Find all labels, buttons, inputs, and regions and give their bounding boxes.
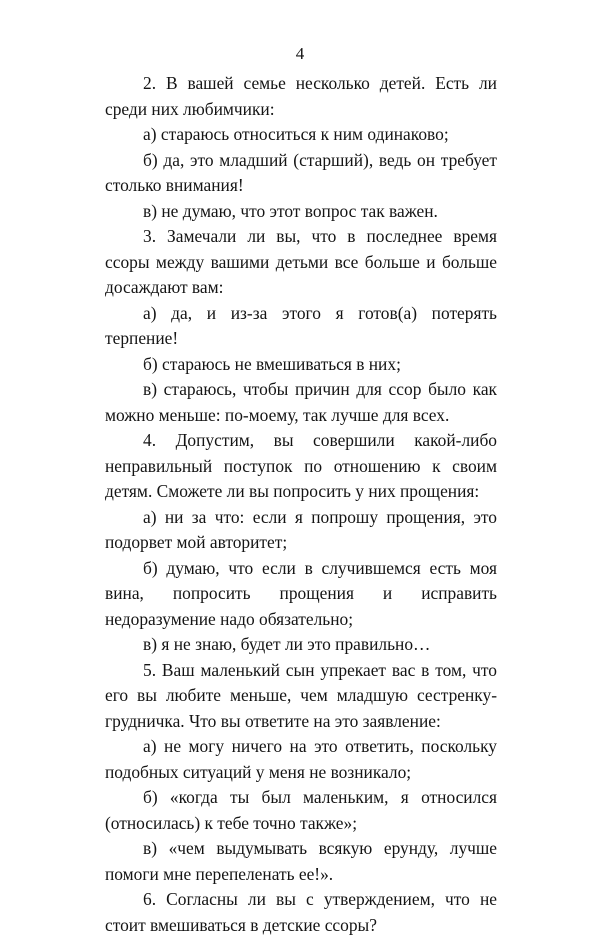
question-3: 3. Замечали ли вы, что в последнее время ссоры между вашими детьми все больше и больше досаждают вам:: [105, 226, 497, 297]
question-4-option-a: а) ни за что: если я попрошу прощения, это подорвет мой авторитет;: [105, 506, 497, 552]
question-5-option-c: в) «чем выдумывать всякую ерунду, лучше помоги мне перепеленать ее!».: [105, 838, 497, 884]
question-5: 5. Ваш маленький сын упрекает вас в том, что его вы любите меньше, чем младшую сестренку-грудничка. Что вы ответите на это заявление:: [105, 659, 497, 731]
question-2-option-a: а) стараюсь относиться к ним одинаково;: [143, 124, 449, 144]
question-2-option-b: б) да, это младший (старший), ведь он требует столько внимания!: [105, 149, 497, 195]
question-2: 2. В вашей семье несколько детей. Есть ли среди них любимчики:: [105, 73, 497, 119]
question-4-option-b: б) думаю, что если в случившемся есть моя вина, попросить прощения и исправить недоразумение надо обязательно;: [105, 557, 497, 629]
page-number: 4: [295, 44, 305, 63]
question-3-option-c: в) стараюсь, чтобы причин для ссор было как можно меньше: по-моему, так лучше для всех.: [105, 379, 497, 425]
question-5-option-b: б) «когда ты был маленьким, я относился (относилась) к тебе точно также»;: [105, 787, 497, 833]
question-4-option-c: в) я не знаю, будет ли это правильно…: [143, 634, 431, 654]
question-3-option-b: б) стараюсь не вмешиваться в них;: [143, 353, 401, 374]
question-5-option-a: а) не могу ничего на это ответить, поскольку подобных ситуаций у меня не возникало;: [105, 736, 497, 782]
question-2-option-c: в) не думаю, что этот вопрос так важен.: [143, 200, 438, 221]
page-body: [105, 71, 497, 938]
question-3-option-a: а) да, и из-за этого я готов(а) потерять терпение!: [105, 302, 497, 348]
question-4: 4. Допустим, вы совершили какой-либо неправильный поступок по отношению к своим детям. Сможете ли вы попросить у них прощения:: [105, 430, 497, 501]
question-6: 6. Согласны ли вы с утверждением, что не стоит вмешиваться в детские ссоры?: [105, 889, 497, 935]
